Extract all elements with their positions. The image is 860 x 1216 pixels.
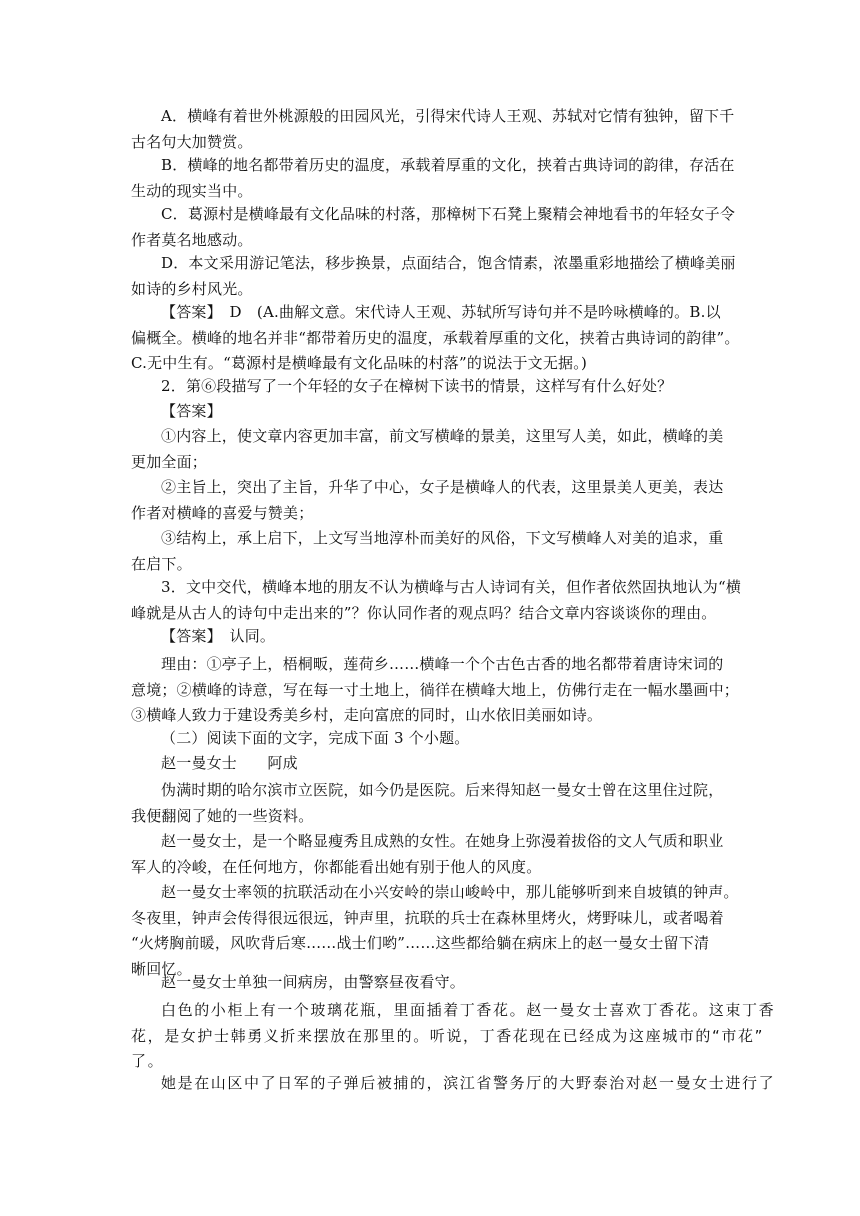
article-paragraph-4	[131, 970, 731, 996]
text-line: C.无中生有。“葛源村是横峰最有文化品味的村落”的说法于文无据。)	[131, 354, 588, 372]
text-line: ③横峰人致力于建设秀美乡村，走向富庶的同时，山水依旧美丽如诗。	[131, 706, 603, 724]
text-line: “火烤胸前暖，风吹背后寒……战士们哟”……这些都给躺在病床上的赵一曼女士留下清	[131, 934, 710, 952]
article-title	[131, 751, 731, 777]
text-line: 作者莫名地感动。	[131, 230, 253, 249]
text-line: 了。	[131, 1052, 165, 1070]
option-a	[131, 104, 735, 155]
section-heading	[131, 726, 731, 752]
option-b	[131, 153, 735, 204]
text-line: 理由：①亭子上，梧桐畈，莲荷乡……横峰一个个古色古香的地名都带着唐诗宋词的	[161, 655, 724, 673]
option-d	[131, 251, 736, 302]
answer-1	[131, 300, 740, 377]
text-line: D．本文采用游记笔法，移步换景，点面结合，饱含情素，浓墨重彩地描绘了横峰美丽	[161, 254, 736, 272]
answer-3-reason	[131, 652, 740, 729]
text-line: ③结构上，承上启下，上文写当地淳朴而美好的风俗，下文写横峰人对美的追求，重	[161, 529, 724, 547]
text-line: B．横峰的地名都带着历史的温度，承载着厚重的文化，挟着古典诗词的韵律，存活在	[161, 156, 735, 174]
text-line: 更加全面；	[131, 452, 208, 471]
text-line: 【答案】	[161, 402, 222, 420]
article-paragraph-3	[131, 880, 739, 982]
text-line: 峰就是从古人的诗句中走出来的”？你认同作者的观点吗？结合文章内容谈谈你的理由。	[131, 603, 717, 622]
answer-2-point-1	[131, 424, 731, 475]
text-line: 花，是女护士韩勇义折来摆放在那里的。听说，丁香花现在已经成为这座城市的“市花”	[131, 1026, 764, 1045]
text-line: 冬夜里，钟声会传得很远很远，钟声里，抗联的兵士在森林里烤火，烤野味儿，或者喝着	[131, 908, 724, 927]
text-line: 赵一曼女士 阿成	[161, 754, 298, 772]
answer-2-point-3	[131, 526, 731, 577]
question-2	[131, 374, 731, 400]
text-line: 赵一曼女士单独一间病房，由警察昼夜看守。	[161, 973, 466, 991]
text-line: 作者对横峰的喜爱与赞美；	[131, 503, 314, 522]
text-line: 2．第⑥段描写了一个年轻的女子在樟树下读书的情景，这样写有什么好处？	[161, 377, 673, 395]
article-paragraph-1	[131, 778, 731, 829]
text-line: ②主旨上，突出了主旨，升华了中心，女子是横峰人的代表，这里景美人更美，表达	[161, 478, 724, 496]
question-3	[131, 575, 742, 626]
text-line: 军人的冷峻，在任何地方，你都能看出她有别于他人的风度。	[131, 857, 542, 876]
text-line: （二）阅读下面的文字，完成下面 3 个小题。	[161, 729, 470, 747]
article-paragraph-6	[131, 1071, 776, 1097]
text-line: 古名句大加赞赏。	[131, 132, 253, 151]
text-line: 她是在山区中了日军的子弹后被捕的，滨江省警务厅的大野泰治对赵一曼女士进行了	[161, 1074, 776, 1092]
text-line: 如诗的乡村风光。	[131, 279, 253, 298]
text-line: A．横峰有着世外桃源般的田园风光，引得宋代诗人王观、苏轼对它情有独钟，留下千	[161, 107, 735, 125]
text-line: 意境；②横峰的诗意，写在每一寸土地上，徜徉在横峰大地上，仿佛行走在一幅水墨画中；	[131, 680, 740, 699]
answer-2-label	[131, 399, 731, 425]
text-line: 白色的小柜上有一个玻璃花瓶，里面插着丁香花。赵一曼女士喜欢丁香花。这束丁香	[161, 1001, 776, 1019]
answer-3	[131, 624, 731, 650]
text-line: 赵一曼女士，是一个略显瘦秀且成熟的女性。在她身上弥漫着拔俗的文人气质和职业	[161, 832, 724, 850]
text-line: 生动的现实当中。	[131, 181, 253, 200]
option-c	[131, 202, 736, 253]
text-line: 赵一曼女士率领的抗联活动在小兴安岭的崇山峻岭中，那儿能够听到来自坡镇的钟声。	[161, 883, 739, 901]
text-line: 伪满时期的哈尔滨市立医院，如今仍是医院。后来得知赵一曼女士曾在这里住过院，	[161, 781, 724, 799]
article-paragraph-2	[131, 829, 731, 880]
text-line: ①内容上，使文章内容更加丰富，前文写横峰的景美，这里写人美，如此，横峰的美	[161, 427, 724, 445]
text-line: 在启下。	[131, 554, 192, 573]
text-line: 偏概全。横峰的地名并非“都带着历史的温度，承载着厚重的文化，挟着古典诗词的韵律”。	[131, 328, 740, 347]
text-line: 【答案】 认同。	[161, 627, 276, 645]
text-line: 3．文中交代，横峰本地的朋友不认为横峰与古人诗词有关，但作者依然固执地认为“横	[161, 578, 742, 596]
article-paragraph-5	[131, 998, 776, 1075]
text-line: 我便翻阅了她的一些资料。	[131, 806, 314, 825]
text-line: 【答案】 D (A.曲解文意。宋代诗人王观、苏轼所写诗句并不是吟咏横峰的。B.以	[161, 303, 721, 321]
text-line: C．葛源村是横峰最有文化品味的村落，那樟树下石凳上聚精会神地看书的年轻女子令	[161, 205, 736, 223]
answer-2-point-2	[131, 475, 731, 526]
text-line: 晰回忆。	[131, 959, 192, 978]
